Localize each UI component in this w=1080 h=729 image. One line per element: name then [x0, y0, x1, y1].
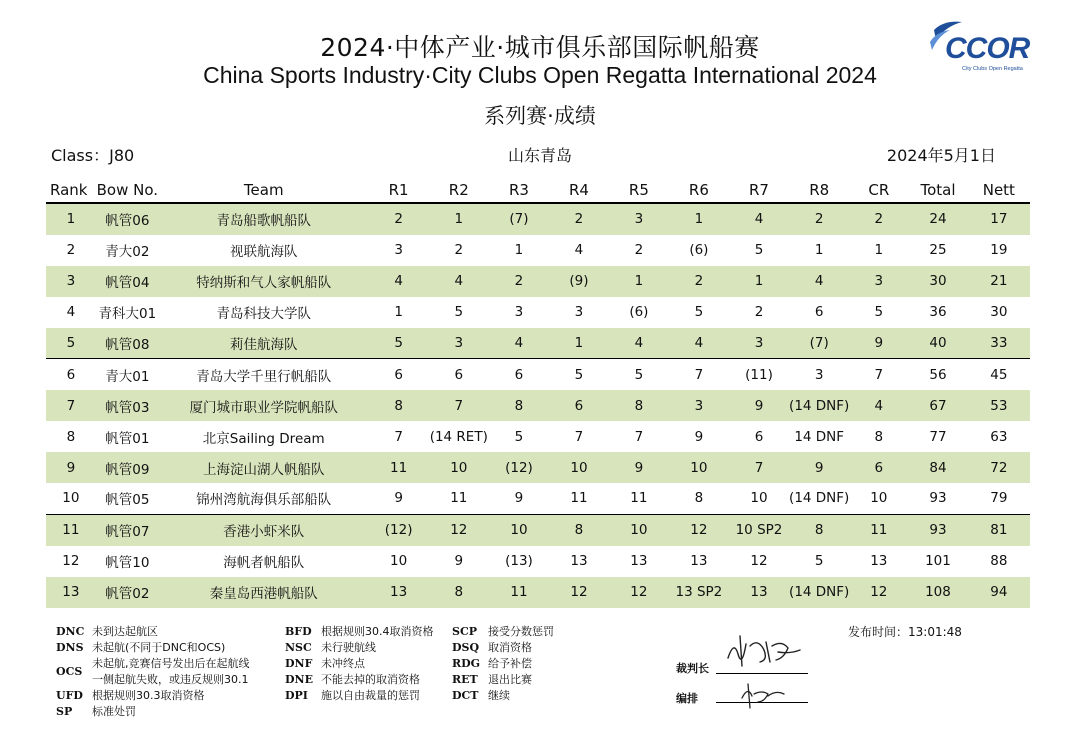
team-cell: 海帆者帆船队 [223, 555, 305, 572]
race-7-cell: 6 [754, 428, 764, 445]
bow-cell: 帆管04 [96, 266, 159, 297]
total-cell: 93 [908, 514, 967, 545]
race-7-cell: 10 SP2 [729, 514, 789, 545]
race-2-cell: 9 [454, 553, 464, 570]
race-7-cell: 2 [754, 304, 764, 321]
rank-cell: 10 [62, 490, 80, 507]
col-header-r7: R7 [729, 177, 789, 203]
team-cell: 青岛船歌帆船队 [159, 203, 369, 235]
bow-cell: 帆管06 [96, 203, 159, 235]
col-header-cr: CR [849, 177, 908, 203]
race-6-cell: 12 [669, 514, 729, 545]
race-4-cell: 10 [549, 452, 609, 483]
cr-cell: 13 [870, 553, 888, 570]
team-cell: 青岛大学千里行帆船队 [159, 359, 369, 390]
legend-desc-ocs [92, 656, 250, 688]
total-cell: 77 [929, 428, 947, 445]
race-3-cell: (13) [505, 553, 533, 570]
race-8-cell: 3 [789, 359, 849, 390]
legend-code: DNF [285, 657, 313, 670]
race-7-cell: 5 [754, 242, 764, 259]
race-4-cell: 6 [549, 390, 609, 421]
race-2-cell: 1 [429, 203, 489, 235]
race-5-cell: 1 [609, 266, 669, 297]
race-4-cell: 7 [574, 428, 584, 445]
legend-code: SP [56, 705, 73, 718]
race-2-cell: 4 [429, 266, 489, 297]
race-6-cell: 7 [669, 359, 729, 390]
legend-desc: 给予补偿 [488, 657, 532, 670]
rank-cell: 3 [46, 266, 96, 297]
bow-cell: 帆管10 [105, 555, 150, 572]
legend-item [452, 672, 554, 688]
nett-cell: 88 [990, 553, 1008, 570]
legend-code: DNE [285, 673, 313, 686]
race-8-cell: 2 [789, 203, 849, 235]
rank-cell: 8 [66, 428, 76, 445]
nett-cell: 17 [968, 203, 1030, 235]
race-2-cell: 5 [454, 304, 464, 321]
legend-desc: 退出比赛 [488, 673, 532, 686]
race-7-cell: 10 [750, 490, 768, 507]
legend-desc: 未起航(不同于DNC和OCS) [92, 641, 226, 654]
race-5-cell: 3 [609, 203, 669, 235]
legend-column-1 [56, 624, 250, 720]
race-6-cell: 13 SP2 [669, 577, 729, 608]
judge-signature-line [716, 673, 808, 674]
legend-code: RET [452, 673, 478, 686]
race-1-cell: 6 [369, 359, 429, 390]
race-1-cell: 13 [369, 577, 429, 608]
race-1-cell: 11 [369, 452, 429, 483]
legend-desc: 未冲终点 [321, 657, 365, 670]
class-label: Class：J80 [51, 146, 135, 165]
total-cell: 67 [908, 390, 967, 421]
race-5-cell: 4 [609, 328, 669, 359]
legend-desc: 继续 [488, 689, 510, 702]
table-row [46, 328, 1030, 359]
legend-item [452, 640, 554, 656]
race-3-cell: 5 [514, 428, 524, 445]
race-1-cell: 8 [369, 390, 429, 421]
legend-item [285, 624, 434, 640]
race-7-cell: 7 [729, 452, 789, 483]
table-row [46, 235, 1030, 266]
col-header-r5: R5 [609, 177, 669, 203]
legend-item [56, 688, 250, 704]
race-8-cell: 4 [789, 266, 849, 297]
race-2-cell: 11 [450, 490, 468, 507]
nett-cell: 45 [968, 359, 1030, 390]
race-2-cell: 3 [429, 328, 489, 359]
legend-code: UFD [56, 689, 83, 702]
judge-label: 裁判长 [676, 662, 709, 675]
race-4-cell: 3 [574, 304, 584, 321]
legend-code: SCP [452, 625, 477, 638]
legend-desc: 未行驶航线 [321, 641, 376, 654]
table-row [46, 483, 1030, 514]
logo-subtext: City Clubs Open Regatta [962, 66, 1023, 72]
race-2-cell: 8 [429, 577, 489, 608]
race-1-cell: 9 [394, 490, 403, 507]
legend-desc: 根据规则30.3取消资格 [92, 689, 205, 702]
race-2-cell: (14 RET) [429, 428, 488, 445]
race-7-cell: 3 [729, 328, 789, 359]
cr-cell: 3 [849, 266, 908, 297]
race-2-cell: 6 [429, 359, 489, 390]
venue-label: 山东青岛 [507, 146, 572, 165]
race-6-cell: 5 [694, 304, 704, 321]
bow-cell: 帆管01 [105, 430, 150, 447]
race-8-cell: 14 DNF [794, 428, 845, 445]
col-header-total: Total [908, 177, 967, 203]
legend-desc: 不能去掉的取消资格 [321, 673, 420, 686]
race-4-cell: 4 [574, 242, 584, 259]
cr-cell: 2 [849, 203, 908, 235]
legend-desc: 根据规则30.4取消资格 [321, 625, 434, 638]
team-cell: 青岛科技大学队 [216, 306, 311, 323]
race-5-cell: 11 [630, 490, 648, 507]
race-2-cell: 2 [454, 242, 464, 259]
race-3-cell: 4 [489, 328, 549, 359]
race-8-cell: 5 [814, 553, 824, 570]
race-7-cell: 4 [729, 203, 789, 235]
team-cell: 视联航海队 [229, 244, 298, 261]
race-3-cell: 3 [514, 304, 524, 321]
race-3-cell: 9 [514, 490, 524, 507]
race-1-cell: 7 [394, 428, 403, 445]
race-6-cell: 3 [669, 390, 729, 421]
legend-column-2 [285, 624, 434, 704]
title-english: China Sports Industry·City Clubs Open Regatta International 2024 [203, 62, 877, 88]
col-header-r8: R8 [789, 177, 849, 203]
total-cell: 93 [929, 490, 947, 507]
legend-desc-ocs-line2: 一侧起航失败，或违反规则30.1 [92, 673, 249, 686]
results-table [46, 177, 1030, 608]
race-6-cell: 8 [694, 490, 704, 507]
rank-cell: 11 [46, 514, 96, 545]
cr-cell: 9 [849, 328, 908, 359]
legend-item [56, 624, 250, 640]
team-cell: 北京Sailing Dream [202, 430, 325, 447]
legend-code: OCS [56, 665, 83, 678]
table-row [46, 297, 1030, 328]
race-5-cell: 8 [609, 390, 669, 421]
results-body [46, 203, 1030, 608]
editor-signature-icon [738, 680, 788, 710]
race-7-cell: 13 [729, 577, 789, 608]
race-8-cell: 9 [789, 452, 849, 483]
total-cell: 24 [908, 203, 967, 235]
legend-code: BFD [285, 625, 312, 638]
race-8-cell: 6 [814, 304, 824, 321]
race-2-cell: 12 [429, 514, 489, 545]
race-5-cell: 2 [634, 242, 644, 259]
team-cell: 锦州湾航海俱乐部船队 [196, 492, 332, 509]
total-cell: 101 [925, 553, 951, 570]
legend-item [452, 688, 554, 704]
race-6-cell: 4 [669, 328, 729, 359]
legend-item [285, 672, 434, 688]
table-row [46, 203, 1030, 235]
table-row [46, 577, 1030, 608]
legend-code: DNC [56, 625, 85, 638]
race-3-cell: 6 [489, 359, 549, 390]
race-6-cell: 9 [694, 428, 704, 445]
legend-code: DPI [285, 689, 308, 702]
team-cell: 特纳斯和气人家帆船队 [159, 266, 369, 297]
legend-desc-ocs-line1: 未起航,竞赛信号发出后在起航线 [92, 657, 250, 670]
bow-cell: 青大01 [96, 359, 159, 390]
table-header-row [46, 177, 1030, 203]
table-row [46, 390, 1030, 421]
rank-cell: 4 [66, 304, 76, 321]
bow-cell: 帆管09 [96, 452, 159, 483]
legend-code: RDG [452, 657, 481, 670]
race-8-cell: (14 DNF) [789, 490, 850, 507]
race-7-cell: 12 [750, 553, 768, 570]
race-6-cell: 10 [669, 452, 729, 483]
nett-cell: 94 [968, 577, 1030, 608]
legend-item [56, 640, 250, 656]
race-3-cell: (7) [489, 203, 549, 235]
total-cell: 84 [908, 452, 967, 483]
table-row [46, 359, 1030, 390]
race-1-cell: 2 [369, 203, 429, 235]
legend-item [56, 656, 250, 688]
total-cell: 36 [929, 304, 947, 321]
legend-item [285, 688, 434, 704]
race-8-cell: (14 DNF) [789, 390, 849, 421]
cr-cell: 10 [870, 490, 888, 507]
legend-item [56, 704, 250, 720]
table-row [46, 546, 1030, 577]
race-1-cell: 4 [369, 266, 429, 297]
bow-cell: 青科大01 [98, 306, 157, 323]
race-4-cell: (9) [549, 266, 609, 297]
nett-cell: 72 [968, 452, 1030, 483]
race-5-cell: 13 [630, 553, 648, 570]
team-cell: 香港小虾米队 [159, 514, 369, 545]
col-header-team: Team [159, 177, 369, 203]
rank-cell: 12 [62, 553, 80, 570]
race-4-cell: 1 [549, 328, 609, 359]
race-3-cell: 2 [489, 266, 549, 297]
race-7-cell: (11) [729, 359, 789, 390]
race-1-cell: (12) [369, 514, 429, 545]
total-cell: 108 [908, 577, 967, 608]
bow-cell: 帆管05 [105, 492, 150, 509]
page-subtitle: 系列赛·成绩 [484, 104, 596, 128]
race-1-cell: 10 [390, 553, 408, 570]
nett-cell: 63 [990, 428, 1008, 445]
nett-cell: 21 [968, 266, 1030, 297]
col-header-r2: R2 [429, 177, 489, 203]
judge-signature-icon [724, 632, 804, 672]
race-1-cell: 3 [394, 242, 403, 259]
legend-desc: 标准处罚 [92, 705, 136, 718]
race-4-cell: 12 [549, 577, 609, 608]
legend-desc: 未到达起航区 [92, 625, 158, 638]
cr-cell: 11 [849, 514, 908, 545]
legend-item [285, 640, 434, 656]
total-cell: 25 [929, 242, 947, 259]
total-cell: 30 [908, 266, 967, 297]
bow-cell: 帆管07 [96, 514, 159, 545]
rank-cell: 13 [46, 577, 96, 608]
col-header-rank: Rank [46, 177, 96, 203]
date-label: 2024年5月1日 [886, 146, 996, 165]
race-4-cell: 5 [549, 359, 609, 390]
title-chinese: 2024·中体产业·城市俱乐部国际帆船赛 [320, 33, 760, 62]
race-2-cell: 10 [429, 452, 489, 483]
table-row [46, 266, 1030, 297]
cr-cell: 5 [874, 304, 884, 321]
col-header-r6: R6 [669, 177, 729, 203]
race-5-cell: (6) [629, 304, 649, 321]
race-5-cell: 5 [609, 359, 669, 390]
table-row [46, 514, 1030, 545]
bow-cell: 帆管08 [96, 328, 159, 359]
cr-cell: 12 [849, 577, 908, 608]
col-header-r1: R1 [369, 177, 429, 203]
race-3-cell: 10 [489, 514, 549, 545]
legend-desc: 取消资格 [488, 641, 532, 654]
cr-cell: 8 [874, 428, 884, 445]
race-6-cell: 1 [669, 203, 729, 235]
legend-code: DCT [452, 689, 479, 702]
rank-cell: 1 [46, 203, 96, 235]
team-cell: 莉佳航海队 [159, 328, 369, 359]
bow-cell: 帆管02 [96, 577, 159, 608]
race-7-cell: 9 [729, 390, 789, 421]
cr-cell: 7 [849, 359, 908, 390]
legend-item [285, 656, 434, 672]
logo-text: CCOR [945, 32, 1030, 65]
nett-cell: 53 [968, 390, 1030, 421]
race-3-cell: 8 [489, 390, 549, 421]
nett-cell: 79 [990, 490, 1008, 507]
race-8-cell: 1 [814, 242, 824, 259]
col-header-r4: R4 [549, 177, 609, 203]
race-8-cell: (7) [789, 328, 849, 359]
race-1-cell: 5 [369, 328, 429, 359]
race-1-cell: 1 [394, 304, 403, 321]
rank-cell: 2 [66, 242, 76, 259]
team-cell: 厦门城市职业学院帆船队 [159, 390, 369, 421]
race-3-cell: 11 [489, 577, 549, 608]
race-4-cell: 2 [549, 203, 609, 235]
race-5-cell: 10 [609, 514, 669, 545]
publish-time: 发布时间：13:01:48 [848, 625, 962, 639]
race-5-cell: 12 [609, 577, 669, 608]
cr-cell: 6 [849, 452, 908, 483]
team-cell: 秦皇岛西港帆船队 [159, 577, 369, 608]
total-cell: 40 [908, 328, 967, 359]
col-header-nett: Nett [968, 177, 1030, 203]
total-cell: 56 [908, 359, 967, 390]
legend-item [452, 656, 554, 672]
col-header-bow: Bow No. [96, 177, 159, 203]
race-6-cell: 2 [669, 266, 729, 297]
legend-item [452, 624, 554, 640]
rank-cell: 7 [46, 390, 96, 421]
bow-cell: 青大02 [105, 244, 150, 261]
legend-code: NSC [285, 641, 312, 654]
legend-desc: 接受分数惩罚 [488, 625, 554, 638]
race-6-cell: (6) [689, 242, 709, 259]
bow-cell: 帆管03 [96, 390, 159, 421]
nett-cell: 33 [968, 328, 1030, 359]
rank-cell: 9 [46, 452, 96, 483]
editor-label: 编排 [676, 692, 698, 705]
race-8-cell: (14 DNF) [789, 577, 849, 608]
race-3-cell: (12) [489, 452, 549, 483]
team-cell: 上海淀山湖人帆船队 [159, 452, 369, 483]
nett-cell: 30 [990, 304, 1008, 321]
race-5-cell: 9 [609, 452, 669, 483]
cr-cell: 4 [849, 390, 908, 421]
race-6-cell: 13 [690, 553, 708, 570]
legend-column-3 [452, 624, 554, 704]
race-4-cell: 13 [570, 553, 588, 570]
table-row [46, 421, 1030, 452]
legend-desc: 施以自由裁量的惩罚 [321, 689, 420, 702]
rank-cell: 6 [46, 359, 96, 390]
race-7-cell: 1 [729, 266, 789, 297]
race-2-cell: 7 [429, 390, 489, 421]
race-8-cell: 8 [789, 514, 849, 545]
col-header-r3: R3 [489, 177, 549, 203]
race-3-cell: 1 [514, 242, 524, 259]
rank-cell: 5 [46, 328, 96, 359]
legend-code: DSQ [452, 641, 480, 654]
table-row [46, 452, 1030, 483]
nett-cell: 81 [968, 514, 1030, 545]
race-5-cell: 7 [634, 428, 644, 445]
race-4-cell: 11 [570, 490, 588, 507]
legend-code: DNS [56, 641, 84, 654]
cr-cell: 1 [874, 242, 884, 259]
race-4-cell: 8 [549, 514, 609, 545]
nett-cell: 19 [990, 242, 1008, 259]
